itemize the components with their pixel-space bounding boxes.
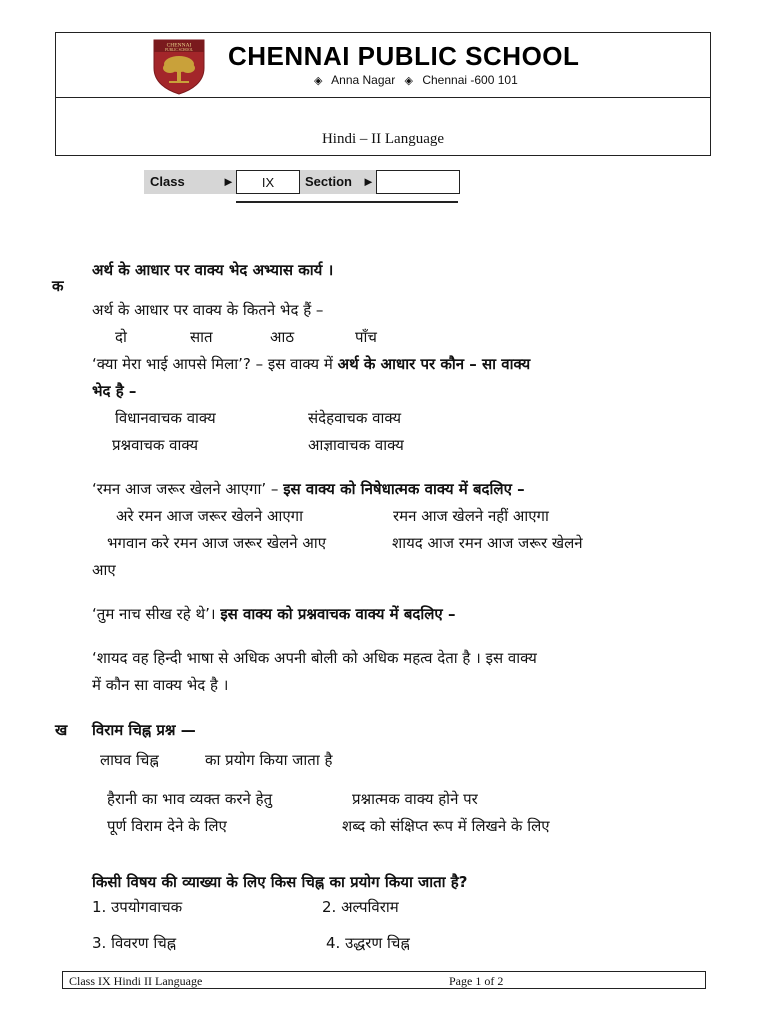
section-b-q1-part2: का प्रयोग किया जाता है	[205, 751, 333, 769]
header-box	[55, 32, 711, 156]
q3-question-bold: इस वाक्य को निषेधात्मक वाक्य में बदलिए –	[283, 480, 525, 498]
q1-option-2: सात	[190, 328, 213, 346]
q1-option-3: आठ	[270, 328, 295, 346]
section-a-title: अर्थ के आधार पर वाक्य भेद अभ्यास कार्य ।	[92, 261, 334, 279]
footer-page-number: Page 1 of 2	[449, 974, 504, 988]
section-value-field[interactable]	[376, 170, 460, 194]
b-q2-option-4: 4. उद्धरण चिह्न	[326, 934, 410, 952]
school-address	[308, 73, 518, 87]
logo-text-line2: PUBLIC SCHOOL	[164, 48, 194, 52]
section-a-q5-line1: ‘शायद वह हिन्दी भाषा से अधिक अपनी बोली को अधिक महत्व देता है । इस वाक्य	[92, 649, 537, 667]
arrow-right-icon: ►	[222, 174, 235, 189]
header-divider	[56, 97, 710, 98]
section-a-q2	[92, 354, 530, 374]
section-a-q4	[92, 604, 455, 624]
q1-option-1: दो	[115, 328, 127, 346]
q2-option-3: प्रश्नवाचक वाक्य	[112, 436, 199, 454]
q3-option-1: अरे रमन आज जरूर खेलने आएगा	[116, 507, 303, 525]
section-label-cell	[300, 170, 376, 194]
class-label-cell	[144, 170, 236, 194]
section-a-q3	[92, 479, 525, 499]
address-city: Chennai -600 101	[422, 73, 518, 87]
q3-option-2: रमन आज खेलने नहीं आएगा	[393, 507, 549, 525]
q2-option-1: विधानवाचक वाक्य	[115, 409, 216, 427]
q1-option-4: पाँच	[355, 328, 377, 346]
page-footer	[62, 971, 706, 989]
q3-option-4-wrap: आए	[92, 561, 116, 579]
arrow-right-icon: ►	[362, 174, 375, 189]
b-q2-option-3: 3. विवरण चिह्न	[92, 934, 177, 952]
section-a-q5-line2: में कौन सा वाक्य भेद है ।	[92, 676, 229, 694]
q3-option-3: भगवान करे रमन आज जरूर खेलने आए	[107, 534, 327, 552]
q2-question-bold: अर्थ के आधार पर कौन – सा वाक्य	[337, 355, 531, 373]
section-b-q2: किसी विषय की व्याख्या के लिए किस चिह्न का प्रयोग किया जाता है?	[92, 873, 468, 891]
b-q1-option-3: पूर्ण विराम देने के लिए	[107, 817, 227, 835]
q4-question-bold: इस वाक्य को प्रश्नवाचक वाक्य में बदलिए –	[220, 605, 456, 623]
row-underline	[236, 201, 458, 203]
class-label: Class	[150, 174, 185, 189]
subject-title: Hindi – II Language	[321, 131, 445, 147]
q2-option-4: आज्ञावाचक वाक्य	[308, 436, 404, 454]
q2-option-2: संदेहवाचक वाक्य	[308, 409, 402, 427]
footer-left: Class IX Hindi II Language	[69, 974, 203, 988]
section-a-q1: अर्थ के आधार पर वाक्य के कितने भेद हैं –	[92, 301, 324, 319]
q3-question-plain: ‘रमन आज जरूर खेलने आएगा’ –	[92, 480, 284, 498]
diamond-bullet-icon: ◈	[404, 75, 413, 87]
address-area: Anna Nagar	[331, 73, 396, 87]
class-value-field[interactable]: IX	[236, 170, 300, 194]
q4-question-plain: ‘तुम नाच सीख रहे थे’।	[92, 605, 221, 623]
q2-question-plain: ‘क्या मेरा भाई आपसे मिला’? – इस वाक्य में	[92, 355, 338, 373]
section-b-q1-part1: लाघव चिह्न	[100, 751, 159, 769]
q3-option-4: शायद आज रमन आज जरूर खेलने	[392, 534, 583, 552]
section-b-marker: ख	[55, 721, 68, 739]
b-q1-option-1: हैरानी का भाव व्यक्त करने हेतु	[107, 790, 273, 808]
section-a-marker: क	[52, 277, 64, 295]
b-q2-option-1: 1. उपयोगवाचक	[92, 898, 183, 916]
school-logo	[152, 38, 206, 96]
b-q1-option-4: शब्द को संक्षिप्त रूप में लिखने के लिए	[342, 817, 550, 835]
diamond-bullet-icon: ◈	[314, 75, 323, 87]
b-q1-option-2: प्रश्नात्मक वाक्य होने पर	[352, 790, 478, 808]
logo-text-line1: CHENNAI	[166, 42, 192, 49]
q2-question-line2: भेद है –	[92, 382, 137, 400]
b-q2-option-2: 2. अल्पविराम	[322, 898, 399, 916]
section-b-title: विराम चिह्न प्रश्न —	[92, 721, 196, 739]
school-name: CHENNAI PUBLIC SCHOOL	[228, 41, 580, 71]
section-label: Section	[305, 174, 352, 189]
